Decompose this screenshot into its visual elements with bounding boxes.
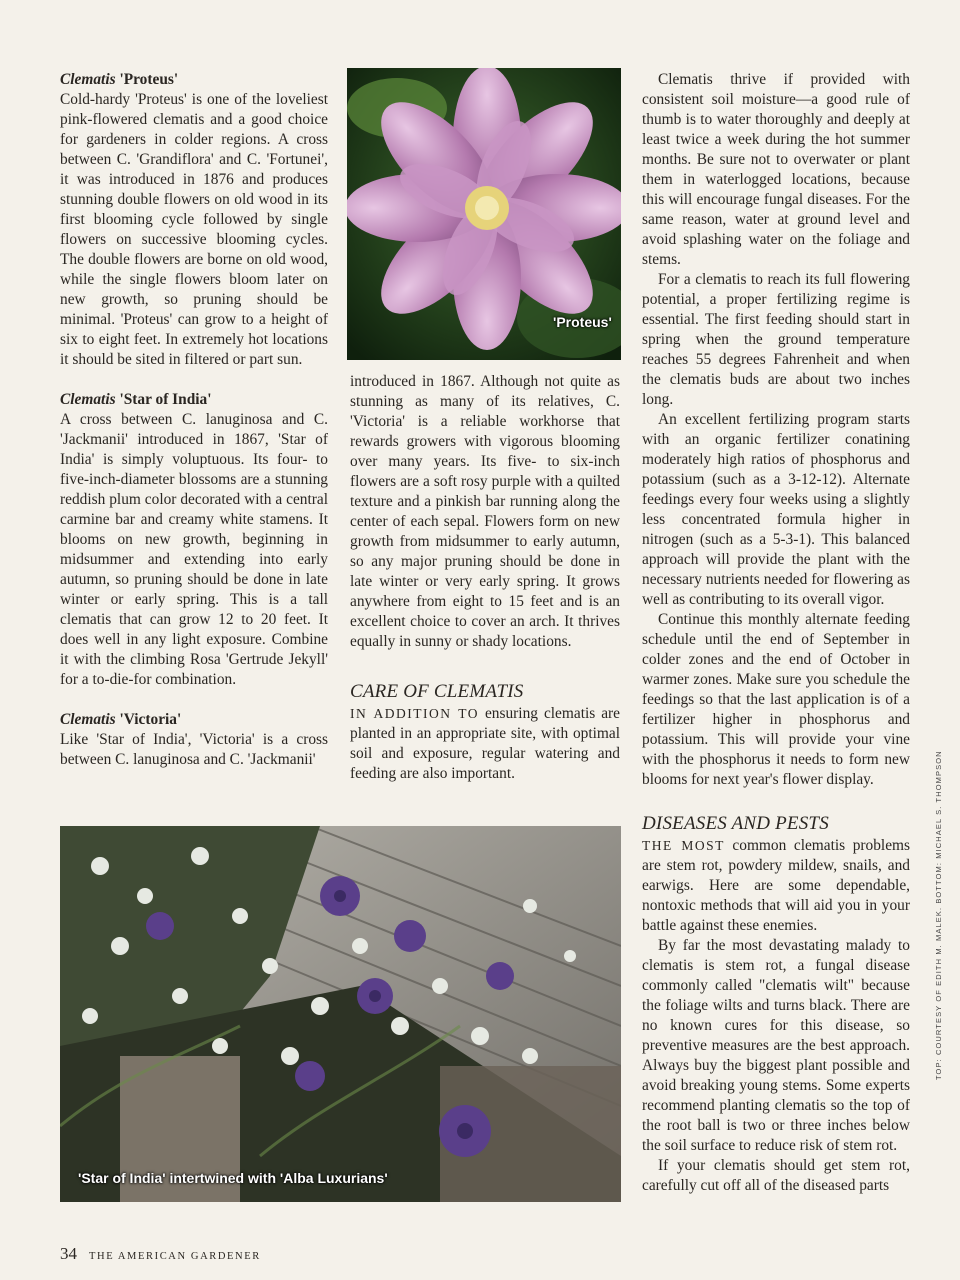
paragraph: If your clematis should get stem rot, carefully cut off all of the diseased parts <box>642 1157 910 1194</box>
magazine-name: THE AMERICAN GARDENER <box>89 1251 261 1262</box>
paragraph: Clematis thrive if provided with consistent soil moisture—a good rule of thumb is to water thoroughly and deeply at least twice a week during the hot summer months. Be sure not to overwater or plant them in waterlogged locations, because this will encourage fungal diseases. For the same reason, water at ground level and avoid splashing water on the foliage and stems. <box>642 71 910 268</box>
paragraph: An excellent fertilizing program starts with an organic fertilizer conatining moderately high ratios of phosphorus and potassium (such as a 3-12-12). Alternate feedings every four weeks using a slightly less concentrated formula higher in nitrogen (such as a 5-3-1). This balanced approach will provide the plant with the necessary nutrients needed for flowering as well as contributing to its overall vigor. <box>642 411 910 608</box>
paragraph: A cross between C. lanuginosa and C. 'Jackmanii' introduced in 1867, 'Star of India' is simply voluptuous. Its four- to five-inch-diameter blossoms are a stunning reddish plum color decorated with a central carmine bar and creamy white stamens. It blooms on new growth, beginning in midsummer and extending into early autumn, so pruning should be done in late winter or early spring. This is a tall clematis that can grow 12 to 20 feet. It does well in any light exposure. Combine it with the climbing Rosa 'Gertrude Jekyll' for a to-die-for combination. <box>60 411 328 688</box>
section-heading-diseases: DISEASES AND PESTS <box>642 813 829 834</box>
photo-caption: 'Proteus' <box>553 314 612 330</box>
proteus-photo <box>347 68 621 360</box>
subheading-star-of-india: Clematis 'Star of India' <box>60 391 212 408</box>
section-heading-care: CARE OF CLEMATIS <box>350 681 524 702</box>
clematis-fence-image <box>60 826 621 1202</box>
paragraph: THE MOST common clematis problems are stem rot, powdery mildew, snails, and earwigs. Here are some dependable, nontoxic methods that will aid you in your battle against these enemies. <box>642 837 911 934</box>
subheading-proteus: Clematis 'Proteus' <box>60 71 179 88</box>
subheading-victoria: Clematis 'Victoria' <box>60 711 182 728</box>
paragraph: For a clematis to reach its full flowering potential, a proper fertilizing regime is essential. The first feeding should start in spring when the ground temperature reaches 55 degrees Fahrenheit and when the clematis buds are about two inches long. <box>642 271 910 408</box>
paragraph: By far the most devastating malady to clematis is stem rot, a fungal disease commonly called "clematis wilt" because the foliage wilts and turns black. There are no known cures for this disease, so preventive measures are the best approach. Always buy the biggest plant possible and avoid breaking young stems. Some experts recommend planting clematis so the top of the root ball is two or three inches below the soil surface to reduce risk of stem rot. <box>642 937 910 1154</box>
page-footer <box>60 1244 261 1264</box>
star-of-india-photo <box>60 826 621 1202</box>
photo-credit: TOP: COURTESY OF EDITH M. MALEK. BOTTOM: MICHAEL S. THOMPSON <box>934 750 943 1080</box>
paragraph: Cold-hardy 'Proteus' is one of the loveliest pink-flowered clematis and a good choice for gardeners in colder regions. A cross between C. 'Grandiflora' and C. 'Fortunei', it was introduced in 1876 and produces stunning double flowers on old wood in its first blooming cycle followed by single flowers on successive blooming cycles. The double flowers are borne on old wood, while the single flowers bloom later on new growth, so pruning should be minimal. 'Proteus' can grow to a height of six to eight feet. In extremely hot locations it should be sited in filtered or part sun. <box>60 91 328 368</box>
page-number: 34 <box>60 1244 77 1263</box>
paragraph: Like 'Star of India', 'Victoria' is a cross between C. lanuginosa and C. 'Jackmanii' <box>60 731 328 768</box>
column-3 <box>642 70 910 1196</box>
paragraph: IN ADDITION TO ensuring clematis are planted in an appropriate site, with optimal soil and exposure, regular watering and feeding are also important. <box>350 705 620 782</box>
column-2 <box>350 372 620 784</box>
paragraph: Continue this monthly alternate feeding schedule until the end of September in colder zones and the end of October in warmer zones. Make sure you schedule the feedings so that the last application is of a fertilizer higher in phosphorus and potassium. This will provide your vine with the phosphorus it needs to form new blooms for next year's flower display. <box>642 611 910 788</box>
column-1 <box>60 70 328 770</box>
paragraph: introduced in 1867. Although not quite as stunning as many of its relatives, C. 'Victoria' is a reliable workhorse that rewards growers with vigorous blooming over many years. Its five- to six-inch flowers are a soft rosy purple with a quilted texture and a pinkish bar running along the center of each sepal. Flowers form on new growth from midsummer to early autumn, so any major pruning should be done in late winter or very early spring. It grows anywhere from eight to 15 feet and is an excellent choice to cover an arch. It thrives equally in sunny or shady locations. <box>350 373 620 650</box>
photo-caption: 'Star of India' intertwined with 'Alba Luxurians' <box>78 1170 388 1186</box>
